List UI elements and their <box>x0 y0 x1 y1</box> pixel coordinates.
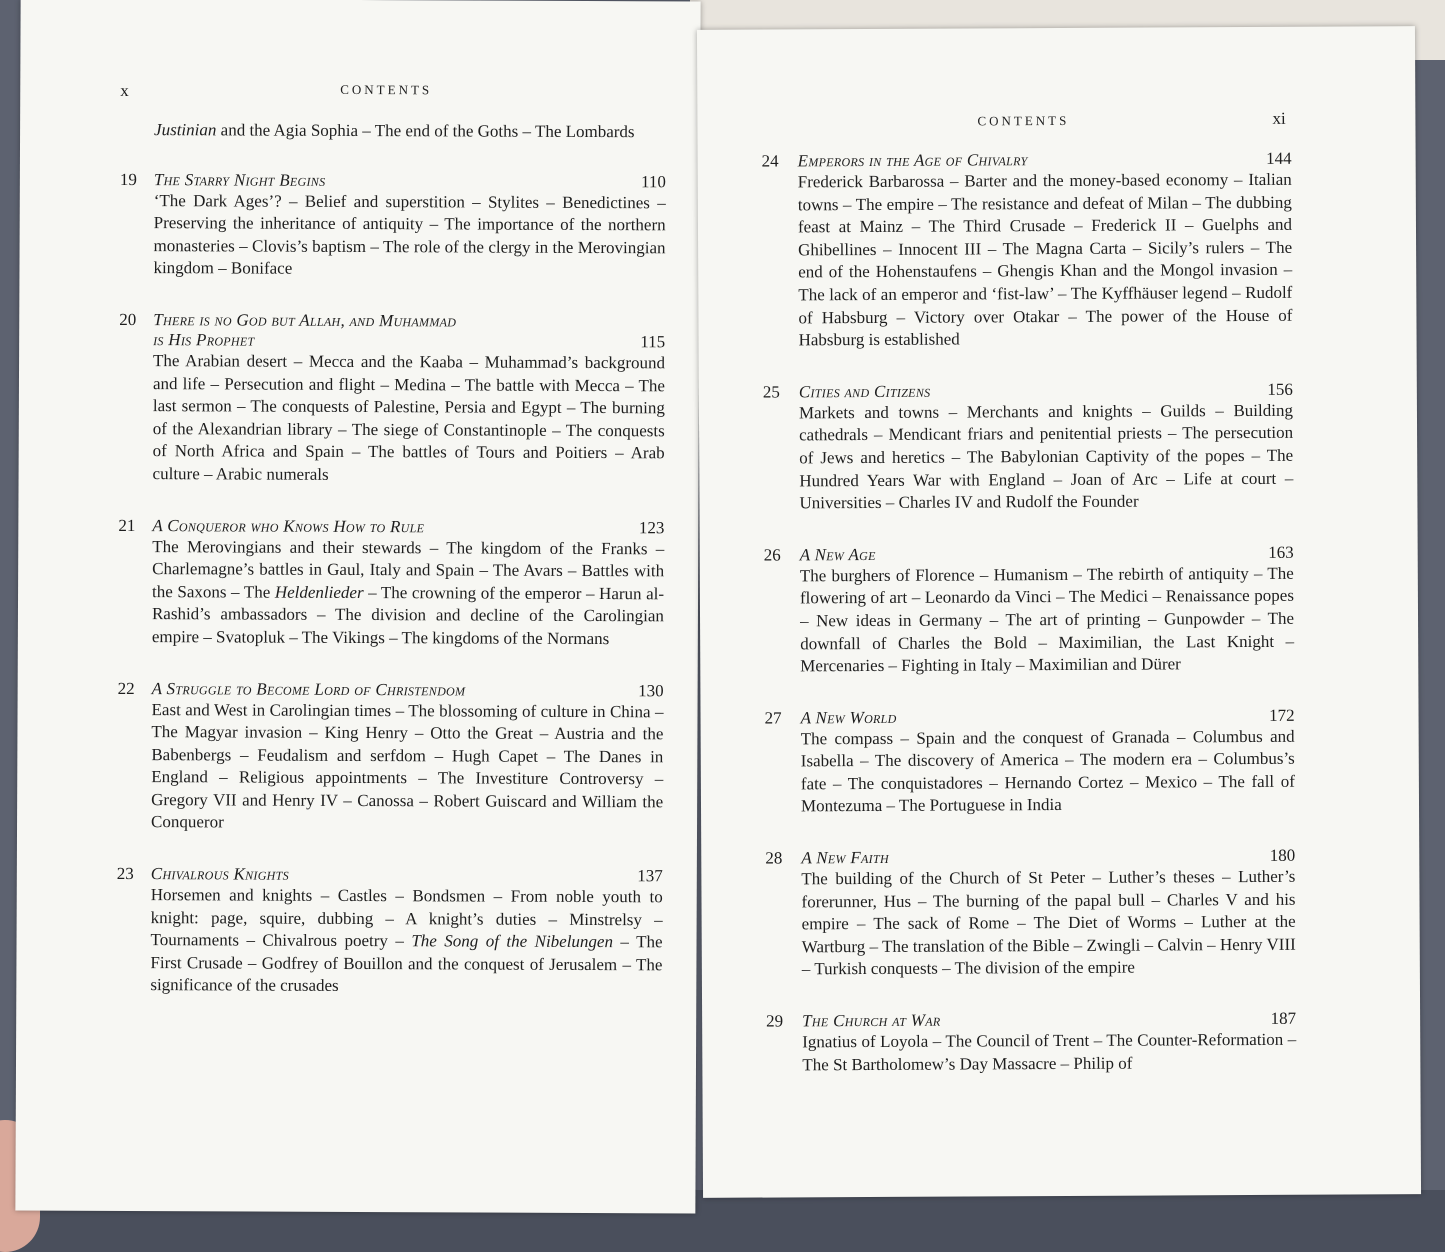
entry-header <box>154 170 666 192</box>
right-page <box>697 26 1421 1198</box>
toc-entry-29 <box>766 1009 1296 1077</box>
entry-number: 23 <box>116 864 134 884</box>
entry-header <box>152 679 664 701</box>
toc-entry-23 <box>116 864 663 999</box>
entry-number: 29 <box>766 1011 784 1031</box>
entry-title: The Starry Night Begins <box>153 169 326 190</box>
entry-description-part: The Merovingians and their stewards – The kingdom of the Franks – Charlemagne’s battles in Gaul, Italy and Spain – The Avars – Battles with the Saxons – The <box>152 536 665 602</box>
entry-header <box>800 705 1294 728</box>
entry-page-number: 110 <box>640 171 666 191</box>
entry-title: Chivalrous Knights <box>150 864 289 884</box>
left-entries <box>116 119 666 1029</box>
entry-title: Cities and Citizens <box>798 381 931 402</box>
toc-entry-27 <box>764 705 1295 818</box>
toc-entry-20 <box>119 310 666 488</box>
left-folio: x <box>120 80 129 100</box>
toc-entry-22 <box>117 678 664 836</box>
entry-page-number: 172 <box>1268 705 1295 725</box>
entry-header <box>802 1009 1296 1032</box>
toc-entry-26 <box>764 542 1295 678</box>
entry-title: A New World <box>800 707 897 728</box>
entry-page-number: 115 <box>640 332 666 352</box>
toc-entry-19 <box>119 170 665 283</box>
entry-title: A Conqueror who Knows How to Rule <box>152 515 425 536</box>
left-running-head: CONTENTS <box>340 81 433 98</box>
entry-number: 27 <box>764 708 782 728</box>
entry-description: East and West in Carolingian times – The blossoming of culture in China – The Magyar invasion – King Henry – Otto the Great – Austria and the Babenbergs – Feudalism and serfdom – Hugh Capet – The Danes in England – Religious appointments – The Investiture Controversy – Gregory VII and Henry IV – Canossa – Robert Guiscard and William the Conqueror <box>151 699 664 832</box>
entry-description: The burghers of Florence – Humanism – The rebirth of antiquity – The flowering of art – Leonardo da Vinci – The Medici – Renaissance popes – New ideas in Germany – The art of printing – Gunpowder – The downfall of Charles the Bold – Maximilian, the Last Knight – Mercenaries – Fighting in Italy – Maximilian and Dürer <box>799 563 1295 676</box>
entry-page-number: 187 <box>1270 1008 1297 1028</box>
entry-title: The Church at War <box>802 1010 941 1031</box>
left-page <box>15 0 700 1213</box>
right-entries <box>762 149 1297 1107</box>
entry-number: 26 <box>763 545 781 565</box>
entry-page-number: 156 <box>1267 379 1293 399</box>
entry-header <box>800 542 1294 565</box>
entry-description <box>150 884 662 999</box>
continuation-italic: Justinian <box>154 120 217 140</box>
entry-number: 24 <box>761 151 779 171</box>
entry-description-part: – The crowning of the emperor – Harun al-Rashid’s ambassadors – The division and decline of the Carolingian empire – Svatopluk – The Vikings – The kingdoms of the Normans <box>151 582 665 649</box>
right-folio: xi <box>1272 108 1286 128</box>
entry-header <box>152 516 664 538</box>
entry-header <box>801 846 1295 869</box>
entry-number: 25 <box>762 382 780 402</box>
entry-page-number: 123 <box>638 517 665 537</box>
toc-entry-28 <box>765 846 1296 982</box>
toc-entry-21 <box>118 515 665 650</box>
right-running-head: CONTENTS <box>977 112 1070 129</box>
entry-title: A New Faith <box>801 847 889 868</box>
entry-description: The compass – Spain and the conquest of Granada – Columbus and Isabella – The discovery of America – The modern era – Columbus’s fate – The conquistadores – Hernando Cortez – Mexico – The fall of Montezuma – The Portuguese in India <box>800 726 1295 816</box>
entry-description-italic: Heldenlieder <box>274 582 364 602</box>
entry-title: There is no God but Allah, and Muhammad <box>153 310 457 331</box>
entry-number: 22 <box>117 678 135 698</box>
entry-header <box>153 330 665 352</box>
entry-description-part: Horsemen and knights – Castles – Bondsmen – From noble youth to knight: page, squire, dubbing – A knight’s duties – Minstrelsy – Tournaments – Chivalrous poetry – <box>150 885 663 951</box>
entry-number: 19 <box>119 169 137 189</box>
entry-number: 21 <box>118 515 136 535</box>
entry-description: The Arabian desert – Mecca and the Kaaba – Muhammad’s background and life – Persecution and flight – Medina – The battle with Mecca – The last sermon – The conquests of Palestine, Persia and Egypt – The burning of the Alexandrian library – The siege of Constantinople – The conquests of North Africa and Spain – The battles of Tours and Poitiers – Arab culture – Arabic numerals <box>152 351 666 484</box>
entry-description: Ignatius of Loyola – The Council of Trent – The Counter-Reformation – The St Bartholomew’s Day Massacre – Philip of <box>802 1029 1297 1074</box>
entry-page-number: 144 <box>1266 148 1292 168</box>
entry-header <box>151 864 663 886</box>
entry-number: 28 <box>765 848 783 868</box>
entry-page-number: 137 <box>637 866 663 886</box>
entry-page-number: 130 <box>638 680 664 700</box>
entry-description: Markets and towns – Merchants and knights – Guilds – Building cathedrals – Mendicant friars and penitential priests – The persecution of Jews and heretics – The Babylonian Captivity of the popes – The Hundred Years War with England – Joan of Arc – Life at court – Universities – Charles IV and Rudolf the Founder <box>798 400 1294 513</box>
entry-header <box>799 380 1293 403</box>
entry-description-italic: The Song of the Nibelungen <box>411 931 614 952</box>
entry-number: 20 <box>119 309 137 329</box>
entry-description: ‘The Dark Ages’? – Belief and superstition – Stylites – Benedictines – Preserving the inheritance of antiquity – The importance of the northern monasteries – Clovis’s baptism – The role of the clergy in the Merovingian kingdom – Boniface <box>153 190 666 279</box>
continuation-rest: and the Agia Sophia – The end of the Goths – The Lombards <box>216 120 635 142</box>
entry-description-part: – The First Crusade – Godfrey of Bouillon and the conquest of Jerusalem – The significance of the crusades <box>150 932 663 996</box>
entry-description: The building of the Church of St Peter – Luther’s theses – Luther’s forerunner, Hus – The burning of the papal bull – Charles V and his empire – The sack of Rome – The Diet of Worms – Luther at the Wartburg – The translation of the Bible – Zwingli – Calvin – Henry VIII – Turkish conquests – The division of the empire <box>801 866 1296 979</box>
entry-title: A New Age <box>799 544 876 565</box>
entry-description: Frederick Barbarossa – Barter and the money-based economy – Italian towns – The empire – The resistance and defeat of Milan – The dubbing feast at Mainz – The Third Crusade – Frederick II – Guelphs and Ghibellines – Innocent III – The Magna Carta – Sicily’s rulers – The end of the Hohenstaufens – Ghengis Khan and the Mongol invasion – The lack of an emperor and ‘fist-law’ – The Kyffhäuser legend – Rudolf of Habsburg – Victory over Otakar – The power of the House of Habsburg is established <box>797 169 1293 350</box>
entry-title: A Struggle to Become Lord of Christendom <box>151 678 466 699</box>
entry-description <box>152 536 664 651</box>
entry-title: Emperors in the Age of Chivalry <box>797 150 1028 171</box>
continuation-text <box>154 119 666 144</box>
entry-header <box>798 149 1292 172</box>
entry-title-continued: is His Prophet <box>153 330 255 350</box>
continuation-entry <box>120 119 666 144</box>
entry-page-number: 163 <box>1268 542 1294 562</box>
toc-entry-24 <box>762 149 1293 353</box>
toc-entry-25 <box>763 380 1294 516</box>
entry-page-number: 180 <box>1269 845 1296 865</box>
